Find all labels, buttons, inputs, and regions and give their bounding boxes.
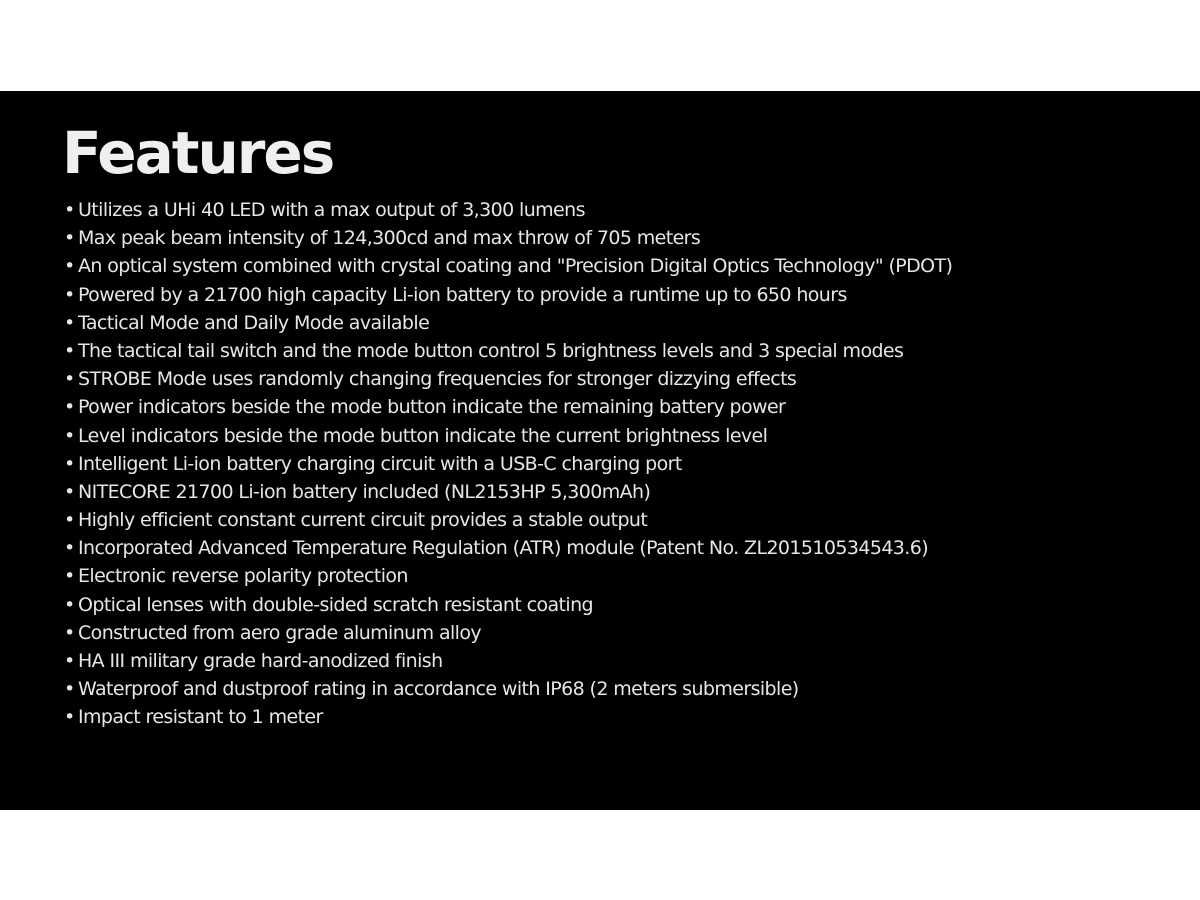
feature-text: NITECORE 21700 Li-ion battery included (NL2153HP 5,300mAh) bbox=[78, 480, 651, 503]
feature-text: HA III military grade hard-anodized finish bbox=[78, 650, 443, 672]
feature-item bbox=[64, 591, 1164, 619]
feature-item bbox=[64, 365, 1164, 393]
bullet-icon: • bbox=[64, 199, 75, 221]
feature-text: Waterproof and dustproof rating in accordance with IP68 (2 meters submersible) bbox=[78, 678, 799, 701]
feature-item bbox=[64, 562, 1164, 590]
feature-item bbox=[64, 337, 1164, 365]
bullet-icon: • bbox=[64, 480, 75, 503]
bullet-icon: • bbox=[64, 593, 75, 616]
feature-text: Highly efficient constant current circuit provides a stable output bbox=[78, 509, 648, 532]
features-list bbox=[64, 196, 1164, 732]
feature-item bbox=[64, 534, 1164, 562]
feature-text: Intelligent Li-ion battery charging circuit with a USB-C charging port bbox=[78, 452, 682, 475]
page-title: Features bbox=[62, 119, 334, 187]
feature-text: Tactical Mode and Daily Mode available bbox=[78, 311, 430, 334]
feature-text: The tactical tail switch and the mode button control 5 brightness levels and 3 special modes bbox=[78, 339, 904, 362]
feature-item bbox=[64, 196, 1164, 224]
bullet-icon: • bbox=[64, 368, 75, 391]
feature-text: Optical lenses with double-sided scratch resistant coating bbox=[78, 593, 593, 616]
feature-item bbox=[64, 675, 1164, 703]
feature-item bbox=[64, 506, 1164, 534]
bullet-icon: • bbox=[64, 452, 75, 475]
feature-text: Utilizes a UHi 40 LED with a max output of 3,300 lumens bbox=[78, 199, 585, 221]
feature-item bbox=[64, 478, 1164, 506]
bullet-icon: • bbox=[64, 227, 75, 250]
feature-item bbox=[64, 619, 1164, 647]
bullet-icon: • bbox=[64, 255, 75, 278]
feature-text: Electronic reverse polarity protection bbox=[78, 565, 408, 588]
feature-text: STROBE Mode uses randomly changing frequencies for stronger dizzying effects bbox=[78, 368, 797, 391]
bullet-icon: • bbox=[64, 565, 75, 588]
bullet-icon: • bbox=[64, 678, 75, 701]
feature-text: Level indicators beside the mode button indicate the current brightness level bbox=[78, 424, 768, 447]
bullet-icon: • bbox=[64, 706, 75, 729]
feature-text: Incorporated Advanced Temperature Regulation (ATR) module (Patent No. ZL201510534543.6) bbox=[78, 537, 929, 560]
feature-item bbox=[64, 393, 1164, 421]
feature-item bbox=[64, 224, 1164, 252]
feature-text: Constructed from aero grade aluminum alloy bbox=[78, 621, 482, 644]
bullet-icon: • bbox=[64, 339, 75, 362]
feature-item bbox=[64, 647, 1164, 675]
feature-text: An optical system combined with crystal coating and "Precision Digital Optics Technology" (PDOT) bbox=[78, 255, 953, 278]
feature-text: Power indicators beside the mode button indicate the remaining battery power bbox=[78, 396, 786, 419]
bullet-icon: • bbox=[64, 621, 75, 644]
feature-text: Impact resistant to 1 meter bbox=[78, 706, 323, 729]
bullet-icon: • bbox=[64, 311, 75, 334]
bullet-icon: • bbox=[64, 509, 75, 532]
feature-item bbox=[64, 703, 1164, 731]
feature-item bbox=[64, 309, 1164, 337]
bullet-icon: • bbox=[64, 537, 75, 560]
bullet-icon: • bbox=[64, 650, 75, 672]
feature-item bbox=[64, 422, 1164, 450]
feature-item bbox=[64, 252, 1164, 280]
feature-item bbox=[64, 281, 1164, 309]
bullet-icon: • bbox=[64, 396, 75, 419]
bullet-icon: • bbox=[64, 283, 75, 306]
feature-text: Powered by a 21700 high capacity Li-ion battery to provide a runtime up to 650 hours bbox=[78, 283, 847, 306]
feature-text: Max peak beam intensity of 124,300cd and max throw of 705 meters bbox=[78, 227, 701, 250]
feature-item bbox=[64, 450, 1164, 478]
bullet-icon: • bbox=[64, 424, 75, 447]
